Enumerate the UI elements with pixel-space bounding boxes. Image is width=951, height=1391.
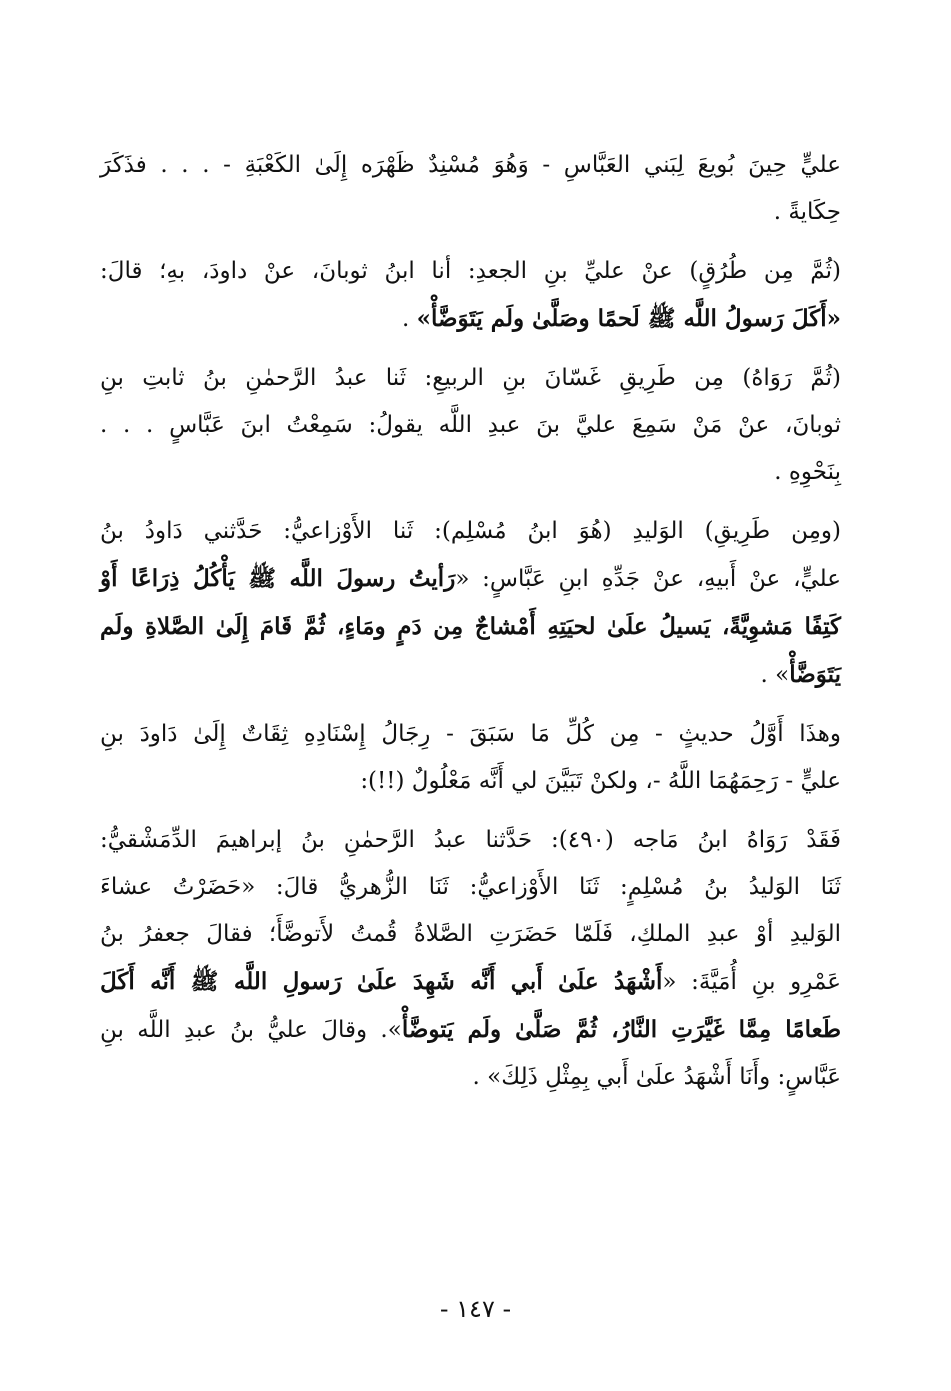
hadith-quote: طَعامًا مِمَّا غَيَّرَتِ النَّارُ، ثُمَّ صَلَّىٰ ولَم يَتوضَّأْ	[401, 1016, 841, 1043]
text-segment: حِكَايةً .	[773, 199, 841, 225]
page-number: - ١٤٧ -	[439, 1295, 512, 1323]
text-line	[100, 142, 841, 189]
text-segment: (ومِن طَرِيقِ) الوَليدِ (هُوَ ابنُ مُسْلِم): ثَنا الأَوْزاعيُّ: حَدَّثني دَاودُ بنُ	[100, 518, 841, 544]
text-segment: عَمْرِو بنِ أُمَيَّةَ: «	[662, 969, 841, 995]
text-line	[100, 555, 841, 603]
text-segment: عليٍّ حِينَ بُويعَ لِبَني العَبَّاسِ - وَهُوَ مُسْنِدٌ ظَهْرَه إِلَىٰ الكَعْبَةِ - . . . فذَكَرَ	[100, 152, 841, 178]
text-segment: فَقَدْ رَوَاهُ ابنُ مَاجه (٤٩٠): حَدَّثنا عبدُ الرَّحمٰنِ بنُ إبراهيمَ الدِّمَشْقيُّ:	[100, 827, 841, 853]
hadith-quote: كَتِفًا مَشوِيَّةً، يَسيلُ علَىٰ لحيَتِهِ أَمْشاجٌ مِن دَمٍ ومَاءٍ، ثُمَّ قَامَ إِلَىٰ الصَّلاةِ ولَم	[100, 613, 841, 640]
text-line	[100, 603, 841, 651]
text-line	[100, 911, 841, 958]
hadith-quote: أَشْهَدُ علَىٰ أَبي أَنَّه شَهِدَ علَىٰ رَسولِ اللَّه ﷺ أَنَّه أَكَلَ	[100, 968, 663, 995]
body-text	[100, 142, 841, 1113]
text-line	[100, 355, 841, 402]
text-line	[100, 958, 841, 1006]
text-segment: الوَليدِ أوْ عبدِ الملكِ، فَلَمّا حَضَرَتِ الصَّلاةُ قُمتُ لأَتوضَّأَ؛ فقالَ جعفرُ بنُ	[100, 921, 841, 947]
text-line	[100, 758, 841, 805]
hadith-quote: يَتَوَضَّأْ	[789, 661, 841, 688]
hadith-quote: «أَكَلَ رَسولُ اللَّه ﷺ لَحمًا وصَلَّىٰ ولَم يَتَوَضَّأْ»	[416, 305, 841, 332]
text-segment: » .	[760, 662, 790, 688]
text-line	[100, 402, 841, 449]
text-segment: .	[401, 306, 417, 332]
text-line	[100, 711, 841, 758]
hadith-quote: رَأيتُ رسولَ اللَّه ﷺ يَأْكُلُ ذِرَاعًا أَوْ	[100, 565, 456, 592]
text-segment: ثوبانَ، عنْ مَنْ سَمِعَ عليَّ بنَ عبدِ اللَّه يقولُ: سَمِعْتُ ابنَ عَبَّاسٍ . . .	[100, 412, 841, 438]
text-line	[100, 817, 841, 864]
paragraph	[100, 817, 841, 1101]
text-segment: عَبَّاسٍ: وأَنَا أَشْهَدُ علَىٰ أَبي بِمِثْلِ ذَلِكَ» .	[472, 1064, 841, 1090]
text-line	[100, 189, 841, 236]
text-line	[100, 508, 841, 555]
paragraph	[100, 355, 841, 496]
text-segment: ». وقالَ عليُّ بنُ عبدِ اللَّه بنِ	[100, 1017, 402, 1043]
text-line	[100, 449, 841, 496]
text-line	[100, 1006, 841, 1054]
text-line	[100, 248, 841, 295]
text-line	[100, 651, 841, 699]
text-segment: عليٍّ - رَحِمَهُمَا اللَّهُ -، ولكنْ تَبَيَّنَ لي أَنَّه مَعْلُولٌ (!!):	[360, 768, 841, 794]
text-line	[100, 1054, 841, 1101]
paragraph	[100, 248, 841, 343]
text-line	[100, 295, 841, 343]
text-segment: (ثُمَّ رَوَاهُ) مِن طَرِيقِ غَسّانَ بنِ الربيعِ: ثَنا عبدُ الرَّحمٰنِ بنُ ثابتِ بنِ	[100, 365, 841, 391]
paragraph	[100, 508, 841, 699]
text-segment: وهذَا أَوَّلُ حديثٍ - مِن كُلِّ مَا سَبَقَ - رِجَالُ إِسْنَادِهِ ثِقَاتٌ إِلَىٰ دَاودَ بنِ	[100, 721, 841, 747]
paragraph	[100, 142, 841, 236]
text-segment: بِنَحْوِهِ .	[774, 459, 841, 485]
text-segment: عليٍّ، عنْ أَبيهِ، عنْ جَدِّهِ ابنِ عَبَّاسٍ: «	[455, 566, 841, 592]
text-line	[100, 864, 841, 911]
text-segment: (ثُمَّ مِن طُرُقٍ) عنْ عليِّ بنِ الجعدِ: أنا ابنُ ثوبانَ، عنْ داودَ، بهِ؛ قالَ:	[100, 258, 841, 284]
paragraph	[100, 711, 841, 805]
text-segment: ثَنَا الوَليدُ بنُ مُسْلِمٍ: ثَنَا الأَوْزاعيُّ: ثَنَا الزُّهريُّ قالَ: «حَضَرْتُ عشاءَ	[100, 874, 841, 900]
